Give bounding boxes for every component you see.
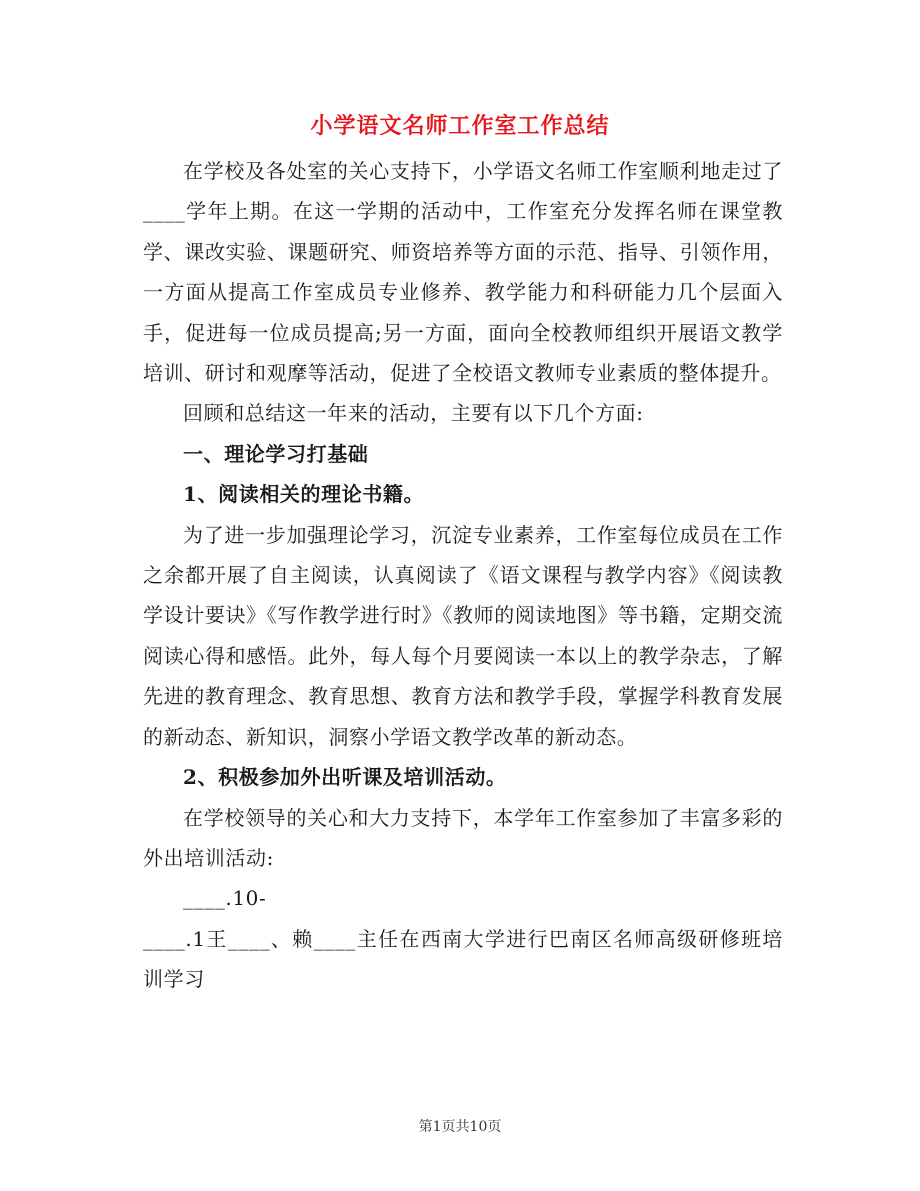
- page-footer: 第1页共10页: [418, 1119, 502, 1135]
- paragraph-training: 在学校领导的关心和大力支持下，本学年工作室参加了丰富多彩的外出培训活动:: [143, 805, 783, 870]
- paragraph-date: ____.10-: [183, 886, 267, 911]
- paragraph-training-detail: ____.1王____、赖____主任在西南大学进行巴南区名师高级研修班培训学习: [143, 926, 783, 992]
- paragraph-reading: 为了进一步加强理论学习，沉淀专业素养，工作室每位成员在工作之余都开展了自主阅读，认真阅读了《语文课程与教学内容》《阅读教学设计要诀》《写作教学进行时》《教师的阅读地图》等书籍，定期交流阅读心得和感悟。此外，每人每个月要阅读一本以上的教学杂志，了解先进的教育理念、教育思想、教育方法和教学手段，掌握学科教育发展的新动态、新知识，洞察小学语文教学改革的新动态。: [143, 522, 783, 749]
- subheading-training: 2、积极参加外出听课及培训活动。: [183, 765, 507, 790]
- paragraph-intro: 在学校及各处室的关心支持下，小学语文名师工作室顺利地走过了____学年上期。在这一学期的活动中，工作室充分发挥名师在课堂教学、课改实验、课题研究、师资培养等方面的示范、指导、引领作用，一方面从提高工作室成员专业修养、教学能力和科研能力几个层面入手，促进每一位成员提高;另一方面，面向全校教师组织开展语文教学培训、研讨和观摩等活动，促进了全校语文教师专业素质的整体提升。: [143, 159, 783, 386]
- document-title: 小学语文名师工作室工作总结: [310, 113, 610, 139]
- subheading-reading: 1、阅读相关的理论书籍。: [183, 482, 425, 507]
- document-body: [143, 151, 783, 1000]
- paragraph-review: 回顾和总结这一年来的活动，主要有以下几个方面:: [183, 401, 644, 426]
- section-heading-theory: 一、理论学习打基础: [183, 441, 369, 466]
